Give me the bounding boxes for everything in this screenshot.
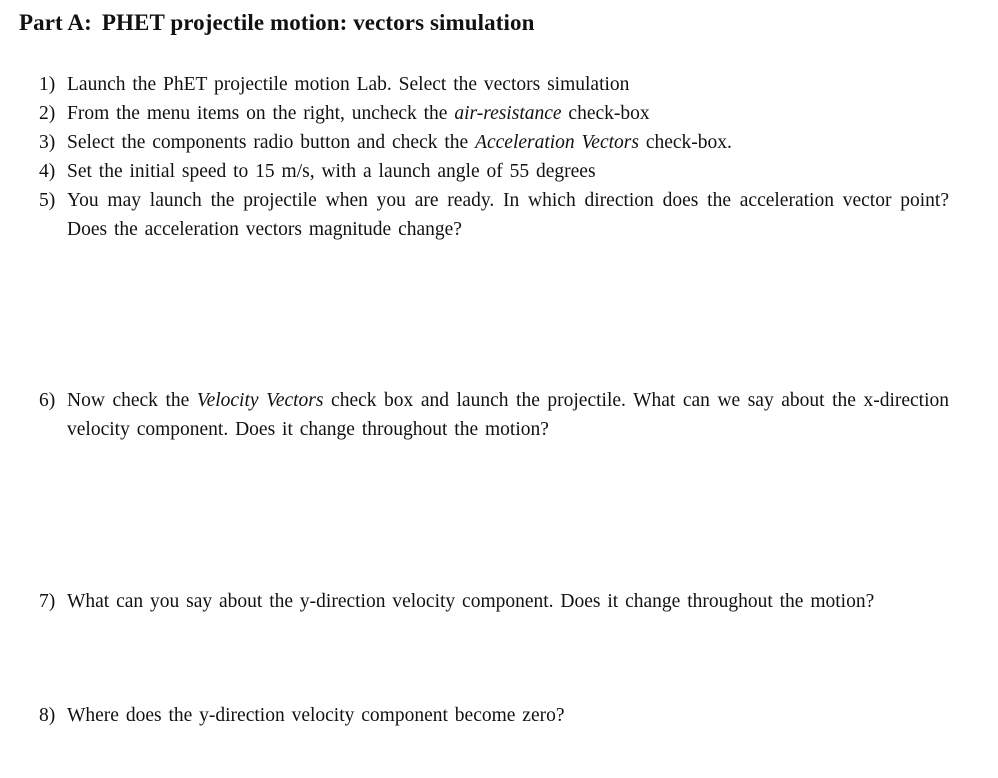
- question-2: [39, 99, 949, 128]
- page-title: [19, 10, 535, 36]
- question-text: Set the initial speed to 15 m/s, with a launch angle of 55 degrees: [67, 161, 596, 182]
- question-number: 4): [39, 161, 56, 182]
- question-4: [39, 157, 949, 186]
- question-text: Where does the y-direction velocity component become zero?: [67, 705, 565, 726]
- question-3: [39, 128, 949, 157]
- italic-term: air-resistance: [454, 103, 562, 124]
- question-text: From the menu items on the right, uncheck the air-resistance check-box: [67, 103, 650, 124]
- question-number: 5): [39, 190, 56, 211]
- question-number: 8): [39, 705, 56, 726]
- italic-term: Acceleration Vectors: [475, 132, 639, 153]
- title-part: Part A:: [19, 10, 92, 35]
- question-text: Launch the PhET projectile motion Lab. Select the vectors simulation: [67, 74, 630, 95]
- question-text: Now check the Velocity Vectors check box and launch the projectile. What can we say about the x-direction velocity component. Does it change throughout the motion?: [67, 390, 950, 440]
- question-5: [39, 186, 949, 244]
- title-text: PHET projectile motion: vectors simulation: [101, 10, 535, 35]
- question-6: [39, 386, 949, 444]
- question-number: 6): [39, 390, 56, 411]
- question-number: 7): [39, 591, 56, 612]
- question-number: 2): [39, 103, 56, 124]
- question-text: Select the components radio button and check the Acceleration Vectors check-box.: [67, 132, 732, 153]
- italic-term: Velocity Vectors: [196, 390, 324, 411]
- question-number: 3): [39, 132, 56, 153]
- question-8: [39, 701, 949, 730]
- question-number: 1): [39, 74, 56, 95]
- question-text: What can you say about the y-direction velocity component. Does it change throughout the motion?: [67, 591, 875, 612]
- question-text: You may launch the projectile when you are ready. In which direction does the acceleration vector point? Does the acceleration vectors magnitude change?: [67, 190, 949, 240]
- question-1: [39, 70, 949, 99]
- question-7: [39, 587, 949, 616]
